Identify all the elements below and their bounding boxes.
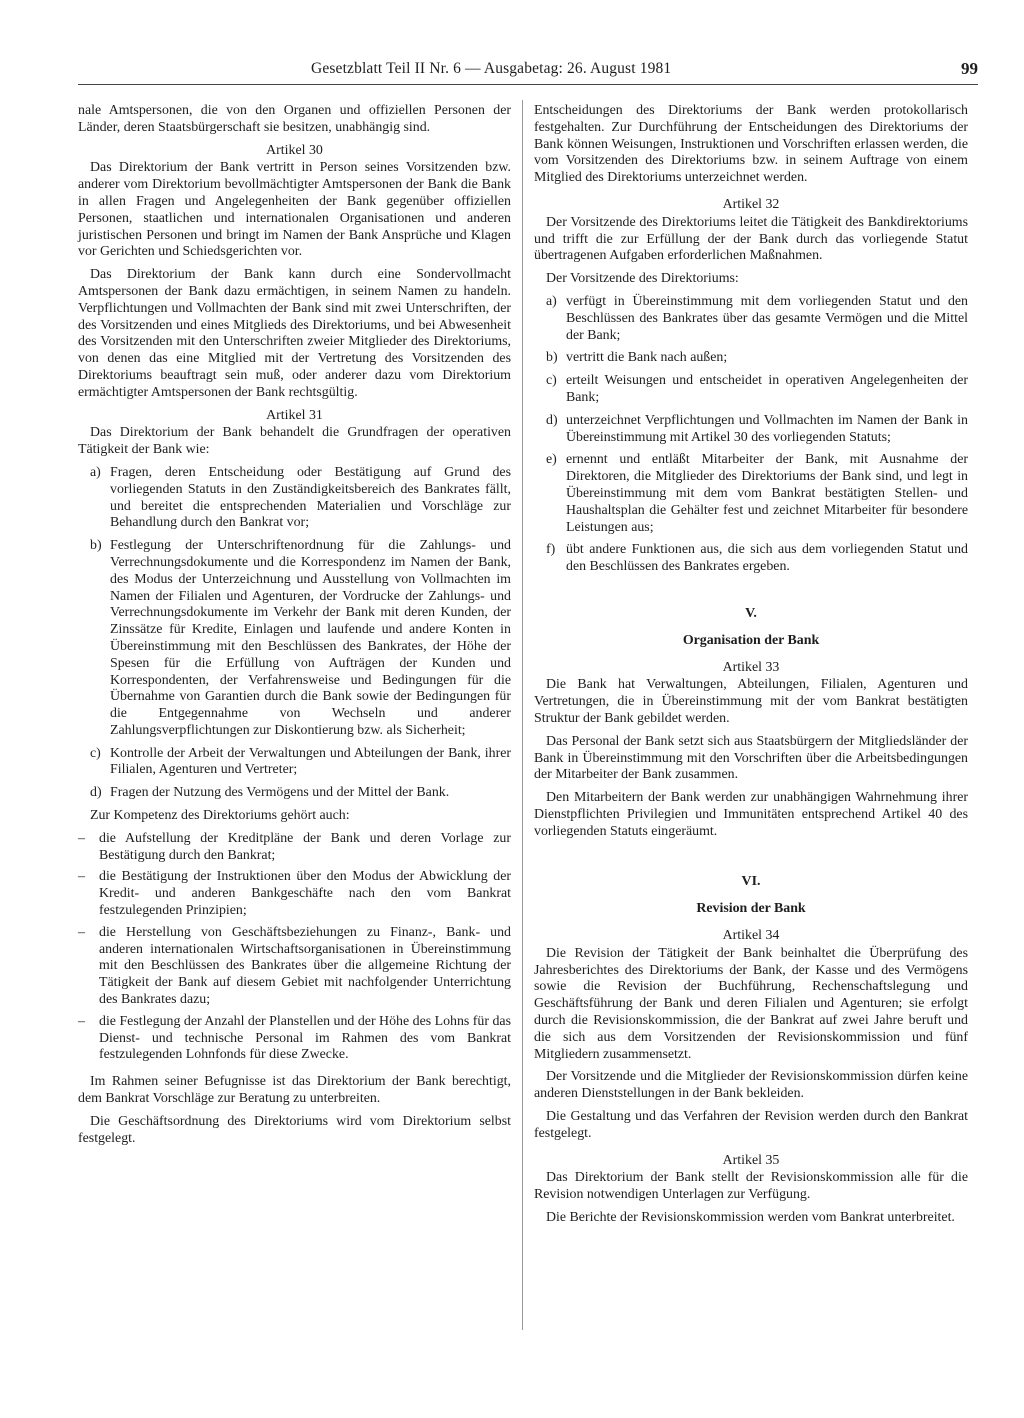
article-32-paragraph-1: Der Vorsitzende des Direktoriums leitet die Tätigkeit des Bankdirektoriums und trifft die zur Erfüllung der der Bank durch das vorliegende Statut übertragenen Aufgaben erforderlichen Maßnahmen. — [534, 214, 968, 264]
article-33-heading: Artikel 33 — [722, 659, 780, 675]
right-column — [534, 103, 968, 1233]
list-marker: c) — [546, 373, 557, 389]
article-34-heading: Artikel 34 — [722, 928, 780, 944]
list-item-text: Festlegung der Unterschriftenordnung für die Zahlungs- und Verrechnungsdokumente und die Korrespondenz im Namen der Bank, des Modus der Unterzeichnung und Ausstellung von Vollmachten im Namen der Filialen und Agenturen, der Vordrucke der Zahlungs- und Verrechnungsdokumente im Verkehr der Bank mit deren Kunden, der Zinssätze für Kredite, Einlagen und laufende und andere Konten in Übereinstimmung mit den Beschlüssen des Bankrates, der Höhe der Spesen für die Erfüllung von Aufträgen der Kunden und Korrespondenten, der Verfahrensweise und Bedingungen für die Übernahme von Garantien durch die Bank sowie der Bedingungen für die Entgegennahme von Wechseln und anderer Zahlungsverpflichtungen zur Diskontierung bzw. als Sicherheit; — [110, 538, 511, 738]
header-title: Gesetzblatt Teil II Nr. 6 — Ausgabetag: 26. August 1981 — [311, 60, 672, 77]
list-marker: d) — [546, 412, 558, 428]
list-item — [534, 452, 968, 536]
list-item-text: ernennt und entläßt Mitarbeiter der Bank, mit Ausnahme der Direktoren, die Mitglieder des Direktoriums der Bank sind, und legt in Übereinstimmung mit dem vom Bankrat bestätigten Stellen- und Haushaltsplan die Gehälter fest und zeichnet Mitarbeiter für besondere Leistungen aus; — [566, 452, 968, 535]
dash-item-text: die Herstellung von Geschäftsbeziehungen zu Finanz-, Bank- und anderen internationalen Wirtschaftsorganisationen in Übereinstimmung mit den Beschlüssen des Bankrates über die allgemeine Richtung der Tätigkeit der Bank auf diesem Gebiet mit nachfolgender Unterrichtung des Bankrates dazu; — [99, 924, 511, 1008]
list-item — [78, 538, 511, 740]
befugnisse-paragraph: Im Rahmen seiner Befugnisse ist das Direktorium der Bank berechtigt, dem Bankrat Vorschläge zur Beratung zu unterbreiten. — [78, 1074, 511, 1107]
dash-marker: – — [78, 1013, 85, 1029]
section-v-title: Organisation der Bank — [682, 632, 820, 648]
list-item — [534, 373, 968, 407]
article-30-paragraph-2: Das Direktorium der Bank kann durch eine Sondervollmacht Amtspersonen der Bank dazu ermächtigen, in seinem Namen zu handeln. Verpflichtungen und Vollmachten der Bank sind mit zwei Unterschriften, der des Vorsitzenden und eines Mitglieds des Direktoriums, und bei Abwesenheit des Vorsitzenden mit den Unterschriften zweier Mitglieder des Direktoriums, von denen das eine Mitglied mit der Vertretung des Vorsitzenden des Direktoriums beauftragt sein muß, oder anderer dazu vom Direktorium ermächtigter Amtspersonen der Bank rechtsgültig. — [78, 267, 511, 400]
article-33-paragraph-3: Den Mitarbeitern der Bank werden zur unabhängigen Wahrnehmung ihrer Dienstpflichten Privilegien und Immunitäten entsprechend Artikel 40 des vorliegenden Statuts eingeräumt. — [534, 790, 968, 839]
page-header — [78, 60, 978, 85]
list-item-text: verfügt in Übereinstimmung mit dem vorliegenden Statut und den Beschlüssen des Bankrates über das gesamte Vermögen und die Mittel der Bank; — [566, 293, 968, 343]
article-32-paragraph-2: Der Vorsitzende des Direktoriums: — [546, 271, 739, 287]
list-item-text: Fragen der Nutzung des Vermögens und der Mittel der Bank. — [110, 785, 450, 801]
dash-item-text: die Aufstellung der Kreditpläne der Bank und deren Vorlage zur Bestätigung durch den Bankrat; — [99, 830, 511, 863]
list-marker: c) — [90, 745, 101, 761]
list-marker: d) — [90, 785, 102, 801]
article-35-heading: Artikel 35 — [722, 1152, 780, 1168]
article-31-heading: Artikel 31 — [266, 407, 323, 423]
dash-item — [78, 831, 511, 865]
article-32-heading: Artikel 32 — [722, 196, 780, 212]
list-marker: a) — [546, 293, 557, 309]
article-30-heading: Artikel 30 — [266, 142, 323, 158]
geschaeftsordnung-paragraph: Die Geschäftsordnung des Direktoriums wird vom Direktorium selbst festgelegt. — [78, 1113, 511, 1146]
continued-paragraph: nale Amtspersonen, die von den Organen und offiziellen Personen der Länder, deren Staatsbürgerschaft sie besitzen, unabhängig sind. — [78, 103, 511, 135]
list-marker: e) — [546, 452, 557, 468]
list-marker: b) — [546, 350, 558, 366]
list-item — [534, 542, 968, 576]
article-30-paragraph-1: Das Direktorium der Bank vertritt in Person seines Vorsitzenden bzw. anderer vom Direktorium bevollmächtigter Amtspersonen der Bank die Bank in allen Fragen und Angelegenheiten der Bank gegenüber offiziellen Personen, staatlichen und internationalen Organisationen und anderen juristischen Personen und bringt im Namen der Bank Ansprüche und Klagen vor Gerichten und Schiedsgerichten vor. — [78, 160, 511, 260]
list-item-text: erteilt Weisungen und entscheidet in operativen Angelegenheiten der Bank; — [566, 373, 968, 405]
section-vi-number: VI. — [741, 874, 761, 890]
list-item — [534, 350, 968, 367]
continued-paragraph: Entscheidungen des Direktoriums der Bank werden protokollarisch festgehalten. Zur Durchführung der Entscheidungen des Direktoriums der Bank können Weisungen, Instruktionen und Vorschriften erlassen werden, die vom Vorsitzenden des Direktoriums bzw. in seinem Auftrage von einem Mitglied des Direktoriums unterzeichnet werden. — [534, 103, 968, 186]
left-column — [78, 103, 511, 1153]
list-item — [78, 746, 511, 780]
dash-item-text: die Bestätigung der Instruktionen über den Modus der Abwicklung der Kredit- und anderen Bankgeschäfte nach den vom Bankrat festzulegenden Prinzipien; — [99, 869, 511, 919]
dash-marker: – — [78, 869, 85, 885]
article-31-intro: Das Direktorium der Bank behandelt die Grundfragen der operativen Tätigkeit der Bank wie: — [78, 425, 511, 458]
dash-item-text: die Festlegung der Anzahl der Planstellen und der Höhe des Lohns für das Dienst- und technische Personal im Rahmen des vom Bankrat festzulegenden Lohnfonds für diese Zwecke. — [99, 1013, 511, 1063]
list-item-text: Fragen, deren Entscheidung oder Bestätigung auf Grund des vorliegenden Statuts in den Zuständigkeitsbereich des Bankrates fällt, und bereitet die entsprechenden Materialien und Vorschläge zur Behandlung durch den Bankrat vor; — [110, 464, 511, 531]
article-33-paragraph-2: Das Personal der Bank setzt sich aus Staatsbürgern der Mitgliedsländer der Bank in Übereinstimmung mit den Vorschriften über die Arbeitsbedingungen der Mitarbeiter der Bank zusammen. — [534, 733, 968, 783]
dash-item — [78, 925, 511, 1009]
dash-item — [78, 1014, 511, 1064]
list-item — [78, 465, 511, 532]
article-35-paragraph-2: Die Berichte der Revisionskommission werden vom Bankrat unterbreitet. — [546, 1210, 955, 1226]
list-item-text: übt andere Funktionen aus, die sich aus dem vorliegenden Statut und den Beschlüssen des Bankrates ergeben. — [566, 542, 968, 575]
page-number: 99 — [961, 59, 978, 78]
list-item-text: Kontrolle der Arbeit der Verwaltungen und Abteilungen der Bank, ihrer Filialen, Agenturen und Vertreter; — [110, 745, 511, 778]
article-35-paragraph-1: Das Direktorium der Bank stellt der Revisionskommission alle für die Revision notwendigen Unterlagen zur Verfügung. — [534, 1170, 968, 1203]
list-item — [534, 294, 968, 344]
kompetenz-intro: Zur Kompetenz des Direktoriums gehört auch: — [90, 808, 350, 824]
list-item — [78, 785, 511, 802]
list-item — [534, 413, 968, 447]
article-34-paragraph-3: Die Gestaltung und das Verfahren der Revision werden durch den Bankrat festgelegt. — [534, 1109, 968, 1141]
list-marker: a) — [90, 464, 101, 480]
article-34-paragraph-2: Der Vorsitzende und die Mitglieder der Revisionskommission dürfen keine anderen Dienststellungen in der Bank bekleiden. — [534, 1069, 968, 1102]
dash-marker: – — [78, 830, 85, 846]
dash-marker: – — [78, 924, 85, 940]
list-item-text: vertritt die Bank nach außen; — [566, 350, 728, 366]
list-item-text: unterzeichnet Verpflichtungen und Vollmachten im Namen der Bank in Übereinstimmung mit Artikel 30 des vorliegenden Statuts; — [566, 412, 968, 445]
article-33-paragraph-1: Die Bank hat Verwaltungen, Abteilungen, Filialen, Agenturen und Vertretungen, die in Übereinstimmung mit der vom Bankrat bestätigten Struktur der Bank gebildet werden. — [534, 677, 968, 726]
list-marker: f) — [546, 542, 556, 558]
article-34-paragraph-1: Die Revision der Tätigkeit der Bank beinhaltet die Überprüfung des Jahresberichtes des Direktoriums der Bank, der Kasse und des Vermögens sowie die Revision der Buchführung, Rechenschaftslegung und Geschäftsführung der Bank und deren Filialen und Agenturen; sie erfolgt durch die Revisionskommission, die der Bankrat auf zwei Jahre beruft und die sich aus dem Vorsitzenden der Revisionskommission und fünf Mitgliedern zusammensetzt. — [534, 945, 968, 1062]
section-v-number: V. — [745, 605, 757, 621]
column-divider — [522, 100, 523, 1330]
dash-item — [78, 869, 511, 919]
section-vi-title: Revision der Bank — [696, 901, 806, 917]
list-marker: b) — [90, 538, 102, 554]
